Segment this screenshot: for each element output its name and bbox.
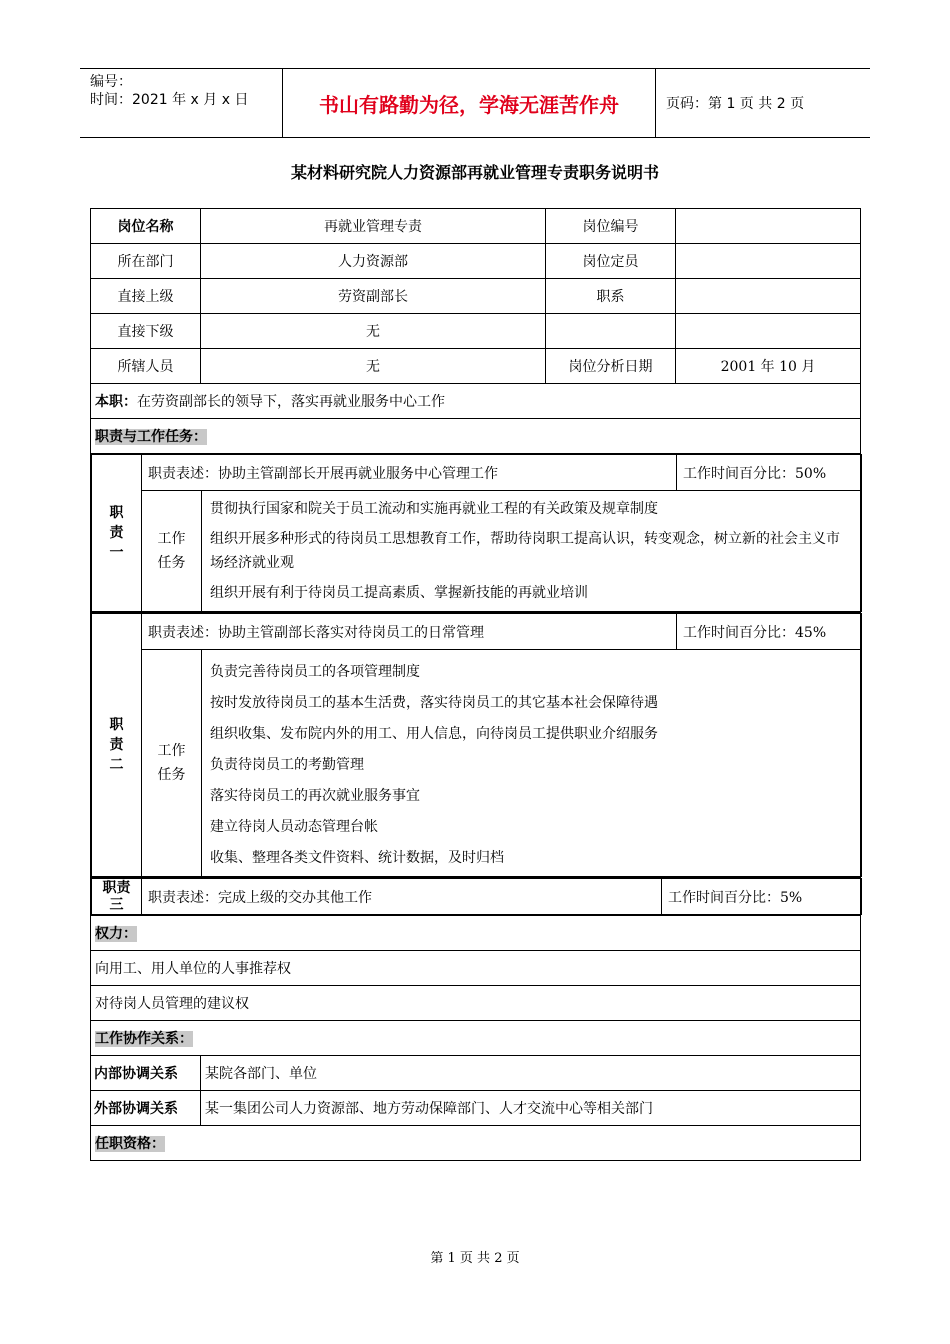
internal-coop-value: 某院各部门、单位	[201, 1056, 861, 1091]
headcount-value	[676, 244, 861, 279]
duty-three-row	[91, 878, 861, 916]
duty-two-task-label: 工作 任务	[142, 650, 202, 877]
duty-one-desc: 职责表述：协助主管副部长开展再就业服务中心管理工作	[142, 455, 677, 491]
authority-section-heading: 权力：	[91, 916, 861, 951]
time-label: 时间：2021 年 x 月 x 日	[90, 92, 249, 108]
job-family-value	[676, 279, 861, 314]
subordinate-label: 直接下级	[91, 314, 201, 349]
analysis-date-value: 2001 年 10 月	[676, 349, 861, 384]
task-item: 收集、整理各类文件资料、统计数据，及时归档	[210, 850, 504, 866]
task-item: 负责待岗员工的考勤管理	[210, 757, 364, 773]
duty-one-table	[91, 454, 862, 612]
job-family-label: 职系	[546, 279, 676, 314]
duty-one-label: 职 责 一	[92, 455, 142, 612]
authority-row	[91, 951, 861, 986]
duty-three-block	[91, 878, 861, 916]
position-name-label: 岗位名称	[91, 209, 201, 244]
internal-coop-row	[91, 1056, 861, 1091]
job-description-table	[90, 208, 861, 1161]
section-row	[91, 1126, 861, 1161]
duty-three-table	[91, 878, 862, 915]
duty-one-task-label: 工作 任务	[142, 491, 202, 612]
document-title: 某材料研究院人力资源部再就业管理专责职务说明书	[290, 163, 659, 182]
duty-two-desc: 职责表述：协助主管副部长落实对待岗员工的日常管理	[142, 614, 677, 650]
info-row	[91, 314, 861, 349]
section-row	[91, 419, 861, 454]
qualification-section-heading: 任职资格：	[91, 1126, 861, 1161]
info-row	[91, 349, 861, 384]
task-item: 组织开展有利于待岗员工提高素质、掌握新技能的再就业培训	[210, 585, 588, 601]
duty-three-pct: 工作时间百分比：5%	[662, 879, 862, 915]
headcount-label: 岗位定员	[546, 244, 676, 279]
task-item: 按时发放待岗员工的基本生活费，落实待岗员工的其它基本社会保障待遇	[210, 695, 658, 711]
duty-two-table	[91, 613, 862, 877]
duty-two-block	[91, 613, 861, 878]
page-footer: 第 1 页 共 2 页	[430, 1251, 520, 1266]
empty-cell	[676, 314, 861, 349]
duty-one-pct: 工作时间百分比：50%	[677, 455, 862, 491]
external-coop-label: 外部协调关系	[91, 1091, 201, 1126]
task-item: 组织收集、发布院内外的用工、用人信息，向待岗员工提供职业介绍服务	[210, 726, 658, 742]
number-label: 编号：	[90, 74, 132, 90]
duty-one-row	[91, 454, 861, 613]
authority-row	[91, 986, 861, 1021]
superior-value: 劳资副部长	[201, 279, 546, 314]
info-row	[91, 279, 861, 314]
header-page-info: 页码：第 1 页 共 2 页	[666, 96, 805, 112]
staff-value: 无	[201, 349, 546, 384]
task-item: 落实待岗员工的再次就业服务事宜	[210, 788, 420, 804]
duty-summary-row	[91, 384, 861, 419]
duty-two-task-list	[202, 650, 862, 877]
position-no-value	[676, 209, 861, 244]
info-row	[91, 244, 861, 279]
duty-two-pct: 工作时间百分比：45%	[677, 614, 862, 650]
duty-summary-label: 本职：	[95, 394, 137, 410]
authority-item: 向用工、用人单位的人事推荐权	[91, 951, 861, 986]
position-no-label: 岗位编号	[546, 209, 676, 244]
duty-three-desc: 职责表述：完成上级的交办其他工作	[142, 879, 662, 915]
empty-cell	[546, 314, 676, 349]
external-coop-row	[91, 1091, 861, 1126]
coop-section-heading: 工作协作关系：	[91, 1021, 861, 1056]
superior-label: 直接上级	[91, 279, 201, 314]
staff-label: 所辖人员	[91, 349, 201, 384]
dept-value: 人力资源部	[201, 244, 546, 279]
duties-section-heading: 职责与工作任务：	[91, 419, 861, 454]
task-item: 组织开展多种形式的待岗员工思想教育工作，帮助待岗职工提高认识，转变观念，树立新的社会主义市场经济就业观	[210, 531, 840, 571]
task-item: 贯彻执行国家和院关于员工流动和实施再就业工程的有关政策及规章制度	[210, 501, 658, 517]
section-row	[91, 1021, 861, 1056]
duty-one-task-list	[202, 491, 862, 612]
position-name-value: 再就业管理专责	[201, 209, 546, 244]
duty-two-label: 职 责 二	[92, 614, 142, 877]
section-row	[91, 916, 861, 951]
analysis-date-label: 岗位分析日期	[546, 349, 676, 384]
task-item: 建立待岗人员动态管理台帐	[210, 819, 378, 835]
duty-summary-text: 在劳资副部长的领导下，落实再就业服务中心工作	[137, 394, 445, 410]
external-coop-value: 某一集团公司人力资源部、地方劳动保障部门、人才交流中心等相关部门	[201, 1091, 861, 1126]
duty-two-row	[91, 613, 861, 878]
subordinate-value: 无	[201, 314, 546, 349]
header-motto: 书山有路勤为径，学海无涯苦作舟	[282, 69, 656, 137]
duty-three-label: 职责 三	[92, 879, 142, 915]
duty-one-block	[91, 454, 861, 613]
info-row	[91, 209, 861, 244]
task-item: 负责完善待岗员工的各项管理制度	[210, 664, 420, 680]
authority-item: 对待岗人员管理的建议权	[91, 986, 861, 1021]
header-meta	[80, 69, 282, 137]
page-header	[80, 68, 870, 138]
internal-coop-label: 内部协调关系	[91, 1056, 201, 1091]
duty-summary	[91, 384, 861, 419]
dept-label: 所在部门	[91, 244, 201, 279]
